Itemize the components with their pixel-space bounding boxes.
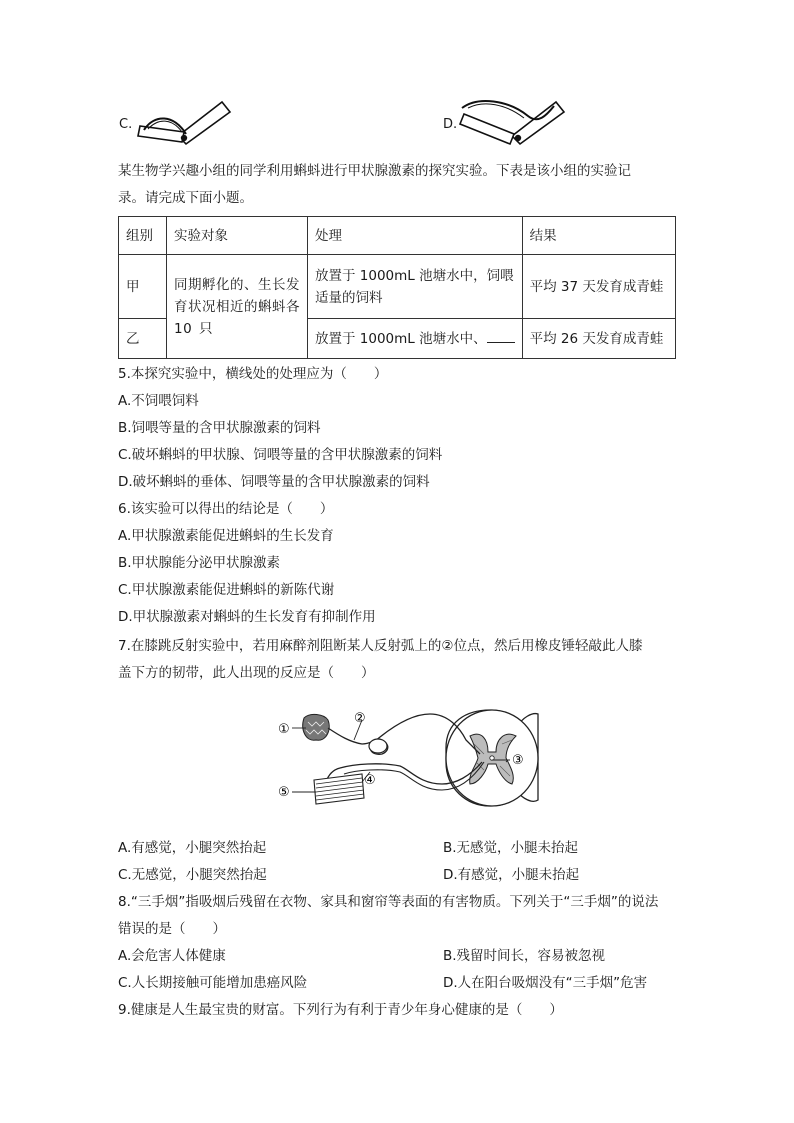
cell-result-yi: 平均 26 天发育成青蛙	[522, 319, 675, 359]
q8-option-c: C.人长期接触可能增加患癌风险	[118, 975, 308, 991]
q6-option-c: C.甲状腺激素能促进蝌蚪的新陈代谢	[118, 582, 335, 598]
table-header-row	[119, 217, 676, 255]
reflex-arc-diagram	[270, 700, 540, 812]
q8-option-a: A.会危害人体健康	[118, 948, 226, 964]
cell-group-jia: 甲	[119, 255, 167, 319]
label-4: ④	[364, 773, 376, 788]
header-result: 结果	[522, 217, 675, 255]
intro-line-1: 某生物学兴趣小组的同学利用蝌蚪进行甲状腺激素的探究实验。下表是该小组的实验记	[118, 163, 631, 179]
label-5: ⑤	[278, 785, 290, 800]
cell-treatment-yi	[308, 319, 523, 359]
q6-option-d: D.甲状腺激素对蝌蚪的生长发育有抑制作用	[118, 609, 376, 625]
table-row	[119, 255, 676, 319]
option-d-figure	[458, 96, 568, 148]
q6-stem: 6.该实验可以得出的结论是（ ）	[118, 501, 334, 517]
experiment-table	[118, 216, 676, 359]
q5-stem: 5.本探究实验中，横线处的处理应为（ ）	[118, 366, 388, 382]
q8-stem-line-1: 8.“三手烟”指吸烟后残留在衣物、家具和窗帘等表面的有害物质。下列关于“三手烟”的说法	[118, 894, 659, 910]
option-c-label: C.	[119, 117, 133, 132]
cell-result-jia: 平均 37 天发育成青蛙	[522, 255, 675, 319]
q8-stem-line-2: 错误的是（ ）	[118, 921, 226, 937]
q9-stem: 9.健康是人生最宝贵的财富。下列行为有利于青少年身心健康的是（ ）	[118, 1002, 563, 1018]
q7-option-c: C.无感觉，小腿突然抬起	[118, 867, 267, 883]
header-group: 组别	[119, 217, 167, 255]
header-subject: 实验对象	[167, 217, 308, 255]
q5-option-a: A.不饲喂饲料	[118, 393, 199, 409]
q8-option-d: D.人在阳台吸烟没有“三手烟”危害	[443, 975, 648, 991]
receptor	[303, 714, 330, 740]
label-3: ③	[512, 753, 524, 768]
header-treatment: 处理	[308, 217, 523, 255]
option-d-label: D.	[443, 117, 458, 132]
effector-muscle	[314, 774, 364, 804]
q7-stem-line-2: 盖下方的韧带，此人出现的反应是（ ）	[118, 665, 375, 681]
q7-option-b: B.无感觉，小腿未抬起	[443, 840, 579, 856]
q5-option-b: B.饲喂等量的含甲状腺激素的饲料	[118, 420, 321, 436]
q5-option-c: C.破坏蝌蚪的甲状腺、饲喂等量的含甲状腺激素的饲料	[118, 447, 443, 463]
label-2: ②	[354, 711, 366, 726]
option-c-figure	[134, 96, 234, 148]
answer-blank	[487, 328, 515, 343]
q7-option-d: D.有感觉，小腿未抬起	[443, 867, 580, 883]
q7-option-a: A.有感觉，小腿突然抬起	[118, 840, 267, 856]
label-1: ①	[278, 722, 290, 737]
q8-option-b: B.残留时间长，容易被忽视	[443, 948, 606, 964]
q6-option-a: A.甲状腺激素能促进蝌蚪的生长发育	[118, 528, 334, 544]
q6-option-b: B.甲状腺能分泌甲状腺激素	[118, 555, 281, 571]
cell-group-yi: 乙	[119, 319, 167, 359]
cell-treatment-jia: 放置于 1000mL 池塘水中，饲喂适量的饲料	[308, 255, 523, 319]
intro-line-2: 录。请完成下面小题。	[118, 190, 253, 206]
cell-subject: 同期孵化的、生长发育状况相近的蝌蚪各 10 只	[167, 255, 308, 359]
q5-option-d: D.破坏蝌蚪的垂体、饲喂等量的含甲状腺激素的饲料	[118, 474, 430, 490]
q7-stem-line-1: 7.在膝跳反射实验中，若用麻醉剂阻断某人反射弧上的②位点，然后用橡皮锤轻敲此人膝	[118, 638, 643, 654]
treatment-yi-text: 放置于 1000mL 池塘水中、	[315, 330, 487, 347]
